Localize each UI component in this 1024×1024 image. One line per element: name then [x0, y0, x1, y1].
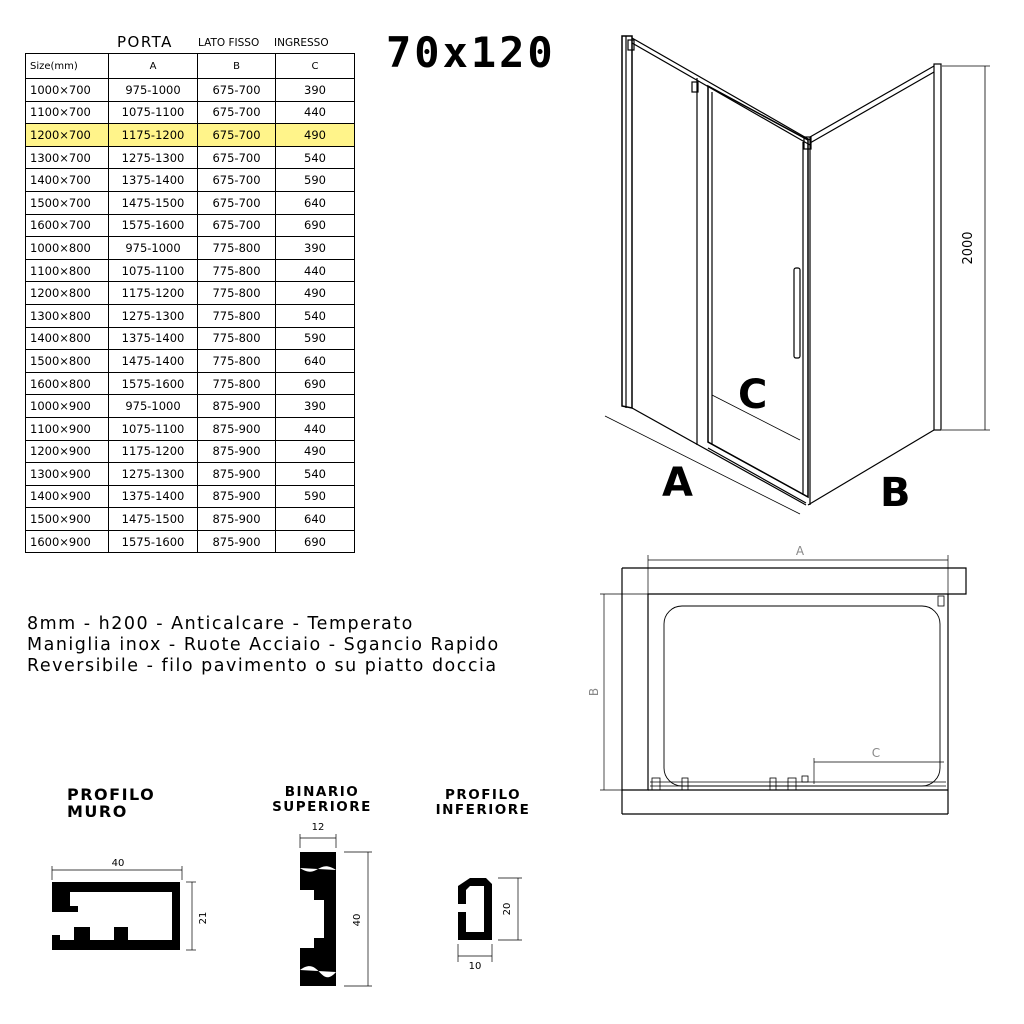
cell-c: 490 [276, 440, 355, 463]
cell-b: 775-800 [198, 372, 276, 395]
inferiore-title-1: PROFILO [444, 787, 522, 803]
col-header-b: B [198, 54, 276, 79]
feature-line-2: Maniglia inox - Ruote Acciaio - Sgancio Rapido [27, 635, 500, 655]
cell-c: 540 [276, 463, 355, 486]
cell-a: 1575-1600 [109, 372, 198, 395]
cell-c: 540 [276, 304, 355, 327]
cell-b: 775-800 [198, 237, 276, 260]
cell-c: 590 [276, 169, 355, 192]
cell-c: 690 [276, 372, 355, 395]
cell-size: 1200×800 [26, 282, 109, 305]
cell-c: 490 [276, 282, 355, 305]
cell-a: 1275-1300 [109, 146, 198, 169]
cell-c: 640 [276, 350, 355, 373]
cell-c: 390 [276, 395, 355, 418]
cell-size: 1300×700 [26, 146, 109, 169]
cell-b: 675-700 [198, 191, 276, 214]
cell-b: 875-900 [198, 463, 276, 486]
cell-size: 1300×800 [26, 304, 109, 327]
muro-height-label: 21 [198, 911, 209, 925]
cell-a: 1175-1200 [109, 440, 198, 463]
cell-size: 1500×800 [26, 350, 109, 373]
col-header-a: A [109, 54, 198, 79]
cell-b: 875-900 [198, 395, 276, 418]
cell-size: 1200×900 [26, 440, 109, 463]
cell-size: 1000×700 [26, 79, 109, 102]
cell-b: 675-700 [198, 146, 276, 169]
cell-c: 540 [276, 146, 355, 169]
cell-c: 690 [276, 214, 355, 237]
cell-b: 775-800 [198, 304, 276, 327]
profilo-muro-section [52, 866, 196, 950]
cell-size: 1100×800 [26, 259, 109, 282]
cell-a: 1075-1100 [109, 101, 198, 124]
cell-b: 875-900 [198, 530, 276, 553]
plan-dim-b: B [587, 687, 601, 697]
page-title: 70x120 [386, 28, 556, 77]
cell-a: 1175-1200 [109, 282, 198, 305]
cell-c: 690 [276, 530, 355, 553]
cell-a: 1275-1300 [109, 463, 198, 486]
profilo-muro-title-1: PROFILO [67, 785, 156, 804]
cell-c: 440 [276, 417, 355, 440]
col-header-size: Size(mm) [26, 54, 109, 79]
cell-b: 775-800 [198, 327, 276, 350]
cell-a: 1475-1500 [109, 191, 198, 214]
cell-b: 875-900 [198, 508, 276, 531]
cell-b: 775-800 [198, 259, 276, 282]
cell-a: 1375-1400 [109, 169, 198, 192]
label-c: C [738, 372, 768, 418]
cell-b: 875-900 [198, 440, 276, 463]
muro-width-label: 40 [111, 858, 125, 869]
cell-size: 1500×700 [26, 191, 109, 214]
inferiore-width-label: 10 [468, 961, 482, 972]
label-a: A [662, 460, 693, 506]
cell-b: 675-700 [198, 79, 276, 102]
cell-size: 1100×900 [26, 417, 109, 440]
height-dimension-label: 2000 [961, 231, 976, 265]
inferiore-height-label: 20 [502, 902, 513, 916]
cell-c: 390 [276, 237, 355, 260]
cell-b: 675-700 [198, 169, 276, 192]
plan-dim-c: C [871, 746, 881, 760]
plan-view [600, 555, 966, 814]
cell-size: 1400×900 [26, 485, 109, 508]
cell-b: 675-700 [198, 214, 276, 237]
cell-b: 675-700 [198, 101, 276, 124]
binario-height-label: 40 [352, 913, 363, 927]
cell-size: 1400×700 [26, 169, 109, 192]
cell-c: 640 [276, 191, 355, 214]
cell-a: 1375-1400 [109, 327, 198, 350]
cell-a: 1075-1100 [109, 417, 198, 440]
cell-a: 1575-1600 [109, 530, 198, 553]
binario-title-1: BINARIO [284, 784, 360, 800]
cell-a: 1575-1600 [109, 214, 198, 237]
cell-b: 875-900 [198, 417, 276, 440]
cell-c: 390 [276, 79, 355, 102]
cell-size: 1300×900 [26, 463, 109, 486]
cell-a: 975-1000 [109, 395, 198, 418]
cell-a: 1075-1100 [109, 259, 198, 282]
cell-b: 775-800 [198, 282, 276, 305]
cell-b: 775-800 [198, 350, 276, 373]
plan-dim-a: A [795, 544, 805, 558]
cell-c: 640 [276, 508, 355, 531]
iso-shower-view [605, 36, 990, 514]
cell-size: 1600×800 [26, 372, 109, 395]
cell-a: 1475-1400 [109, 350, 198, 373]
cell-size: 1100×700 [26, 101, 109, 124]
cell-c: 440 [276, 101, 355, 124]
cell-b: 875-900 [198, 485, 276, 508]
cell-size: 1200×700 [26, 124, 109, 147]
feature-line-3: Reversibile - filo pavimento o su piatto doccia [27, 656, 498, 676]
cell-b: 675-700 [198, 124, 276, 147]
inferiore-title-2: INFERIORE [435, 802, 531, 818]
binario-section [300, 834, 372, 986]
cell-a: 1275-1300 [109, 304, 198, 327]
col-header-c: C [276, 54, 355, 79]
cell-size: 1400×800 [26, 327, 109, 350]
cell-size: 1000×800 [26, 237, 109, 260]
binario-title-2: SUPERIORE [272, 799, 372, 815]
header-porta: PORTA [117, 33, 173, 51]
cell-size: 1600×700 [26, 214, 109, 237]
label-b: B [880, 470, 911, 516]
inferiore-section [458, 878, 522, 962]
cell-a: 975-1000 [109, 237, 198, 260]
cell-size: 1600×900 [26, 530, 109, 553]
cell-size: 1000×900 [26, 395, 109, 418]
cell-a: 1175-1200 [109, 124, 198, 147]
profilo-muro-title-2: MURO [67, 802, 128, 821]
cell-c: 590 [276, 327, 355, 350]
header-lato-fisso: LATO FISSO [198, 37, 260, 49]
feature-line-1: 8mm - h200 - Anticalcare - Temperato [27, 614, 414, 634]
cell-c: 590 [276, 485, 355, 508]
cell-c: 440 [276, 259, 355, 282]
header-ingresso: INGRESSO [274, 37, 329, 49]
cell-a: 975-1000 [109, 79, 198, 102]
cell-c: 490 [276, 124, 355, 147]
cell-a: 1375-1400 [109, 485, 198, 508]
cell-a: 1475-1500 [109, 508, 198, 531]
cell-size: 1500×900 [26, 508, 109, 531]
binario-width-label: 12 [311, 822, 325, 833]
